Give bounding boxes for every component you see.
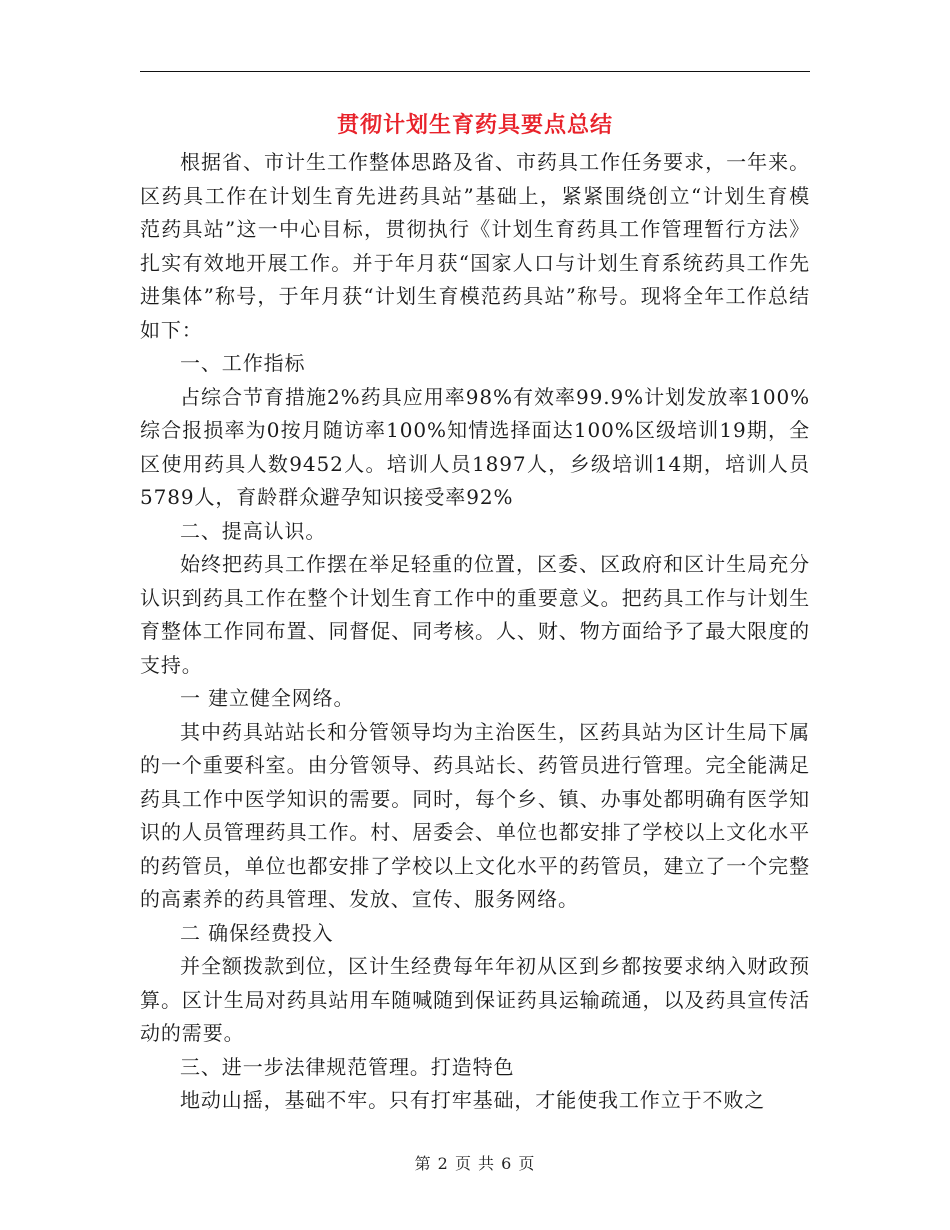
paragraph-network: 其中药具站站长和分管领导均为主治医生，区药具站为区计生局下属的一个重要科室。由分管领导、药具站长、药管员进行管理。完全能满足药具工作中医学知识的需要。同时，每个乡、镇、办事处都明确有医学知识的人员管理药具工作。村、居委会、单位也都安排了学校以上文化水平的药管员，单位也都安排了学校以上文化水平的药管员，建立了一个完整的高素养的药具管理、发放、宣传、服务网络。 bbox=[140, 719, 810, 911]
header-rule bbox=[140, 71, 810, 72]
paragraph-regulation: 地动山摇，基础不牢。只有打牢基础，才能使我工作立于不败之 bbox=[180, 1088, 766, 1112]
document-title: 贯彻计划生育药具要点总结 bbox=[336, 112, 613, 138]
section-heading-regulation: 三、进一步法律规范管理。打造特色 bbox=[180, 1054, 515, 1079]
paragraph-funding: 并全额拨款到位，区计生经费每年年初从区到乡都按要求纳入财政预算。区计生局对药具站用车随喊随到保证药具运输疏通，以及药具宣传活动的需要。 bbox=[140, 954, 810, 1045]
paragraph-work-indicators: 占综合节育措施2%药具应用率98%有效率99.9%计划发放率100%综合报损率为0按月随访率100%知情选择面达100%区级培训19期，全区使用药具人数9452人。培训人员1897人，乡级培训14期，培训人员5789人，育龄群众避孕知识接受率92% bbox=[140, 384, 810, 509]
section-heading-work-indicators: 一、工作指标 bbox=[180, 351, 306, 375]
document-body bbox=[140, 146, 810, 1118]
section-heading-network: 一 建立健全网络。 bbox=[180, 686, 355, 710]
page-number-footer: 第 2 页 共 6 页 bbox=[414, 1154, 536, 1173]
section-heading-raise-awareness: 二、提高认识。 bbox=[180, 518, 327, 543]
paragraph-raise-awareness: 始终把药具工作摆在举足轻重的位置，区委、区政府和区计生局充分认识到药具工作在整个计划生育工作中的重要意义。把药具工作与计划生育整体工作同布置、同督促、同考核。人、财、物方面给予了最大限度的支持。 bbox=[140, 552, 810, 677]
section-heading-funding: 二 确保经费投入 bbox=[180, 920, 334, 945]
paragraph-intro: 根据省、市计生工作整体思路及省、市药具工作任务要求，一年来。区药具工作在计划生育先进药具站”基础上，紧紧围绕创立“计划生育模范药具站”这一中心目标，贯彻执行《计划生育药具工作管理暂行方法》扎实有效地开展工作。并于年月获“国家人口与计划生育系统药具工作先进集体”称号，于年月获“计划生育模范药具站”称号。现将全年工作总结如下： bbox=[140, 150, 810, 342]
